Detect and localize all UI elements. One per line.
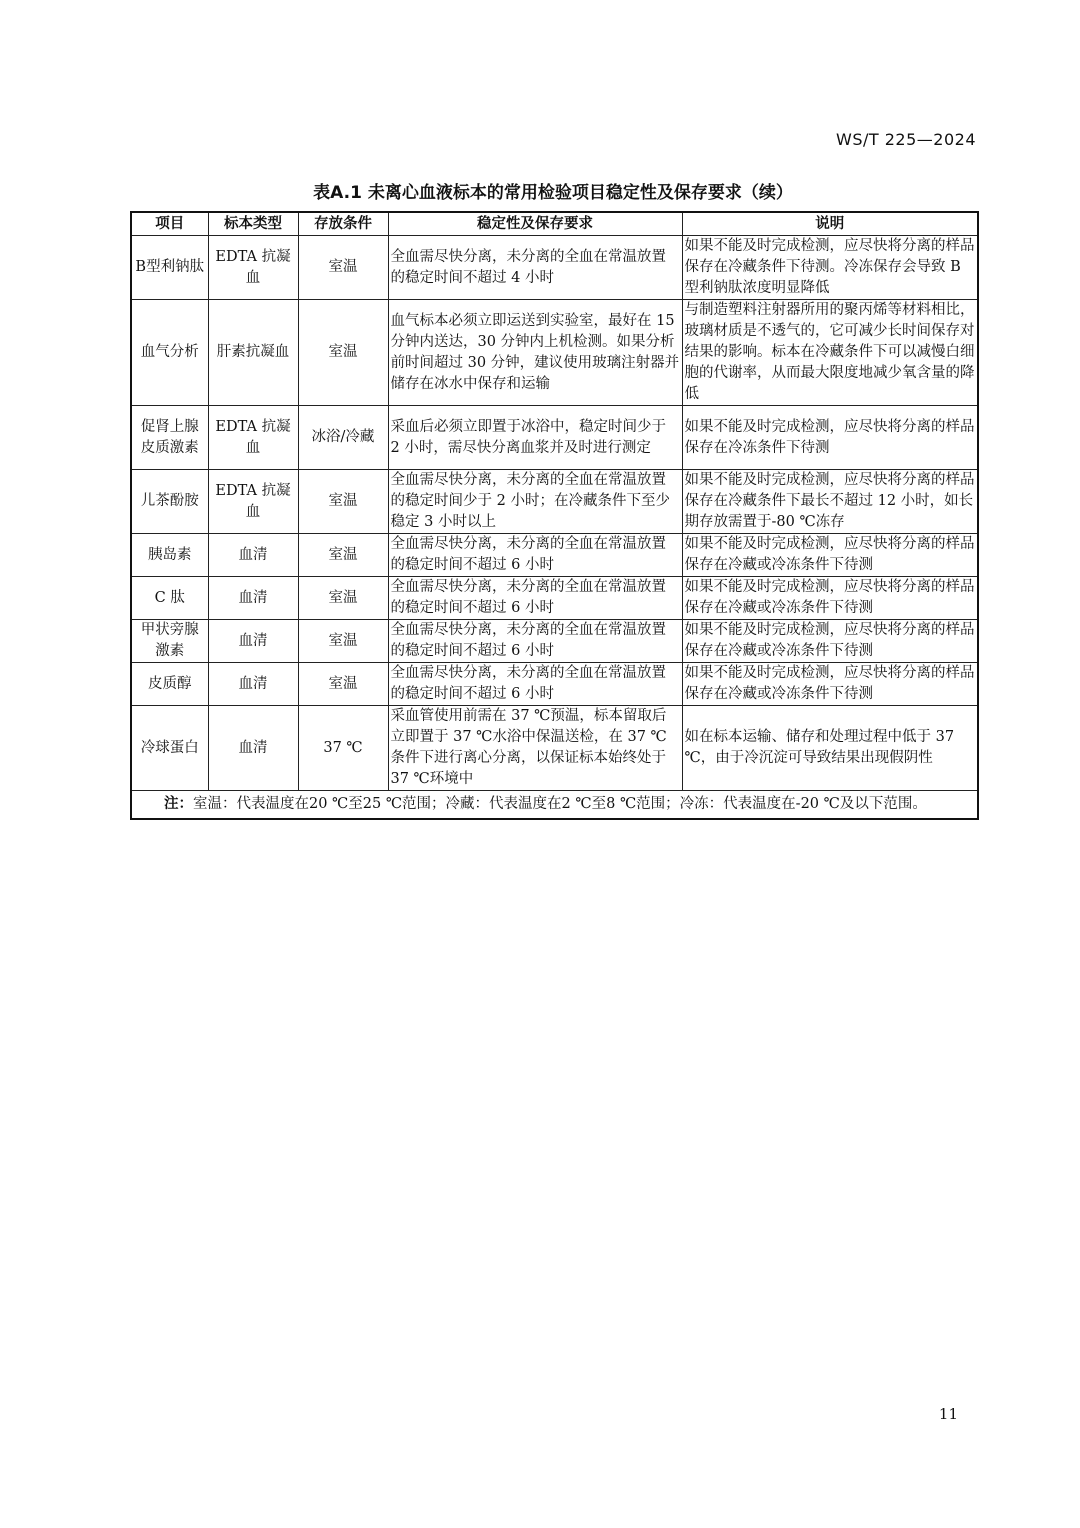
remark-cell: 如果不能及时完成检测，应尽快将分离的样品保存在冷藏条件下待测。冷冻保存会导致 B 型利钠肽浓度明显降低 — [682, 236, 978, 300]
remark-cell: 如果不能及时完成检测，应尽快将分离的样品保存在冷藏或冷冻条件下待测 — [682, 620, 978, 663]
stability-table — [130, 211, 979, 820]
table-row — [131, 534, 978, 577]
table-row — [131, 620, 978, 663]
specimen-cell: EDTA 抗凝血 — [208, 236, 298, 300]
table-row — [131, 236, 978, 300]
stability-cell: 血气标本必须立即运送到实验室，最好在 15 分钟内送达，30 分钟内上机检测。如果分析前时间超过 30 分钟，建议使用玻璃注射器并储存在冰水中保存和运输 — [388, 300, 682, 406]
specimen-cell: EDTA 抗凝血 — [208, 406, 298, 470]
column-header: 存放条件 — [298, 212, 388, 236]
column-header: 标本类型 — [208, 212, 298, 236]
storage-cell: 室温 — [298, 534, 388, 577]
remark-cell: 与制造塑料注射器所用的聚丙烯等材料相比，玻璃材质是不透气的，它可减少长时间保存对结果的影响。标本在冷藏条件下可以减慢白细胞的代谢率，从而最大限度地减少氧含量的降低 — [682, 300, 978, 406]
table-note-row — [131, 791, 978, 820]
item-cell: 皮质醇 — [131, 663, 208, 706]
storage-cell: 室温 — [298, 620, 388, 663]
storage-cell: 冰浴/冷藏 — [298, 406, 388, 470]
item-cell: 甲状旁腺激素 — [131, 620, 208, 663]
table-row — [131, 663, 978, 706]
storage-cell: 室温 — [298, 236, 388, 300]
specimen-cell: 血清 — [208, 706, 298, 791]
stability-cell: 全血需尽快分离，未分离的全血在常温放置的稳定时间不超过 6 小时 — [388, 620, 682, 663]
remark-cell: 如果不能及时完成检测，应尽快将分离的样品保存在冷藏或冷冻条件下待测 — [682, 663, 978, 706]
remark-cell: 如果不能及时完成检测，应尽快将分离的样品保存在冷藏条件下最长不超过 12 小时，如长期存放需置于-80 ℃冻存 — [682, 470, 978, 534]
note-label: 注： — [164, 796, 193, 812]
table-header-row — [131, 212, 978, 236]
storage-cell: 37 ℃ — [298, 706, 388, 791]
remark-cell: 如果不能及时完成检测，应尽快将分离的样品保存在冷藏或冷冻条件下待测 — [682, 577, 978, 620]
remark-cell: 如在标本运输、储存和处理过程中低于 37 ℃，由于冷沉淀可导致结果出现假阴性 — [682, 706, 978, 791]
stability-cell: 全血需尽快分离，未分离的全血在常温放置的稳定时间不超过 6 小时 — [388, 577, 682, 620]
item-cell: B型利钠肽 — [131, 236, 208, 300]
specimen-cell: 血清 — [208, 577, 298, 620]
storage-cell: 室温 — [298, 470, 388, 534]
item-cell: 胰岛素 — [131, 534, 208, 577]
item-cell: C 肽 — [131, 577, 208, 620]
specimen-cell: 血清 — [208, 663, 298, 706]
table-title: 表A.1 未离心血液标本的常用检验项目稳定性及保存要求（续） — [313, 183, 793, 203]
remark-cell: 如果不能及时完成检测，应尽快将分离的样品保存在冷冻条件下待测 — [682, 406, 978, 470]
page-number: 11 — [938, 1405, 958, 1423]
table-row — [131, 706, 978, 791]
storage-cell: 室温 — [298, 663, 388, 706]
remark-cell: 如果不能及时完成检测，应尽快将分离的样品保存在冷藏或冷冻条件下待测 — [682, 534, 978, 577]
storage-cell: 室温 — [298, 300, 388, 406]
column-header: 说明 — [682, 212, 978, 236]
specimen-cell: EDTA 抗凝血 — [208, 470, 298, 534]
table-row — [131, 406, 978, 470]
stability-cell: 全血需尽快分离，未分离的全血在常温放置的稳定时间不超过 6 小时 — [388, 534, 682, 577]
specimen-cell: 血清 — [208, 534, 298, 577]
column-header: 稳定性及保存要求 — [388, 212, 682, 236]
specimen-cell: 血清 — [208, 620, 298, 663]
specimen-cell: 肝素抗凝血 — [208, 300, 298, 406]
stability-cell: 全血需尽快分离，未分离的全血在常温放置的稳定时间不超过 6 小时 — [388, 663, 682, 706]
item-cell: 促肾上腺皮质激素 — [131, 406, 208, 470]
standard-code: WS/T 225—2024 — [836, 130, 976, 149]
table-note — [131, 791, 978, 820]
item-cell: 血气分析 — [131, 300, 208, 406]
stability-cell: 全血需尽快分离，未分离的全血在常温放置的稳定时间少于 2 小时；在冷藏条件下至少稳定 3 小时以上 — [388, 470, 682, 534]
table-row — [131, 470, 978, 534]
table-row — [131, 300, 978, 406]
stability-cell: 采血管使用前需在 37 ℃预温，标本留取后立即置于 37 ℃水浴中保温送检，在 37 ℃条件下进行离心分离，以保证标本始终处于 37 ℃环境中 — [388, 706, 682, 791]
item-cell: 冷球蛋白 — [131, 706, 208, 791]
note-text: 室温：代表温度在20 ℃至25 ℃范围；冷藏：代表温度在2 ℃至8 ℃范围；冷冻：代表温度在-20 ℃及以下范围。 — [193, 796, 927, 812]
table-row — [131, 577, 978, 620]
storage-cell: 室温 — [298, 577, 388, 620]
column-header: 项目 — [131, 212, 208, 236]
item-cell: 儿茶酚胺 — [131, 470, 208, 534]
stability-cell: 全血需尽快分离，未分离的全血在常温放置的稳定时间不超过 4 小时 — [388, 236, 682, 300]
stability-cell: 采血后必须立即置于冰浴中，稳定时间少于 2 小时，需尽快分离血浆并及时进行测定 — [388, 406, 682, 470]
